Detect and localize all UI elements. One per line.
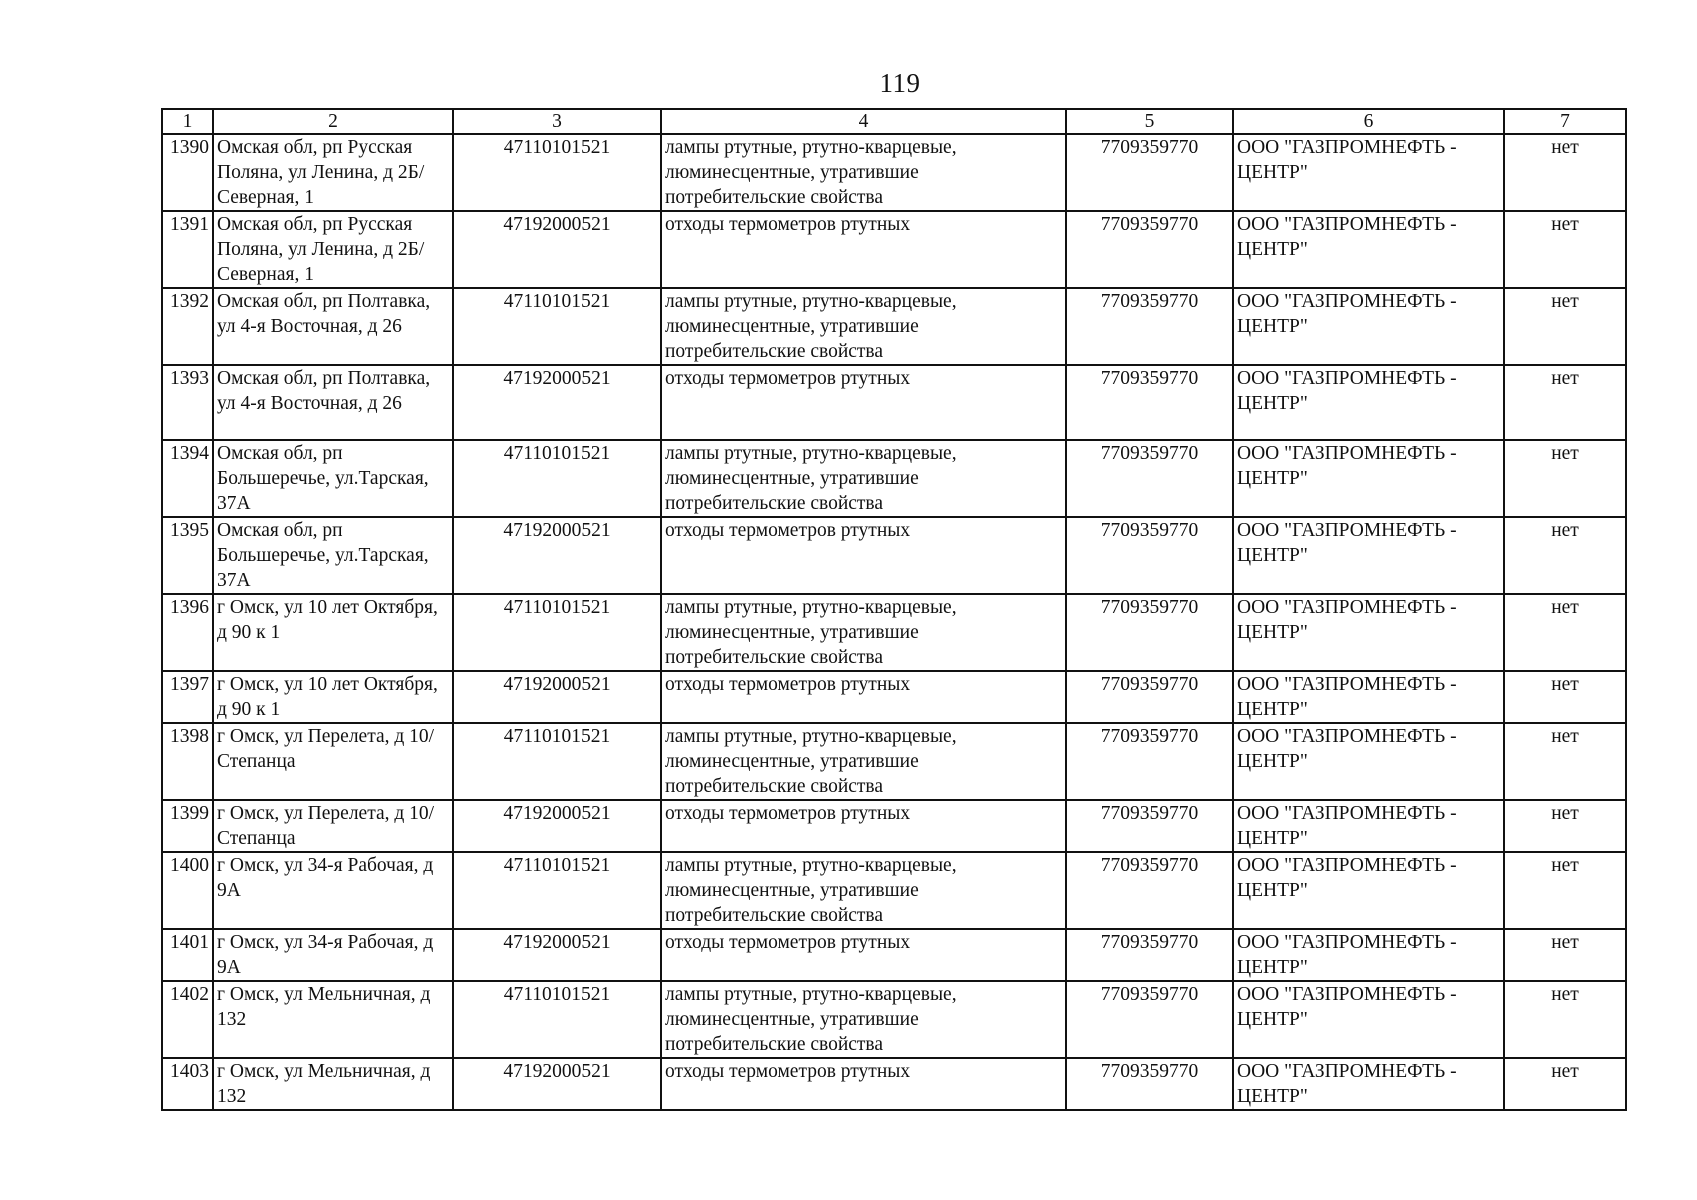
table-row	[162, 981, 1626, 1058]
waste-code-cell: 47110101521	[453, 981, 661, 1058]
row-number-cell: 1390	[162, 134, 213, 211]
flag-cell: нет	[1504, 440, 1626, 517]
row-number-cell: 1393	[162, 365, 213, 440]
address-cell: Омская обл, рп Русская Поляна, ул Ленина, д 2Б/Северная, 1	[213, 134, 453, 211]
flag-cell: нет	[1504, 1058, 1626, 1110]
address-cell: г Омск, ул 34-я Рабочая, д 9А	[213, 852, 453, 929]
organization-cell: ООО "ГАЗПРОМНЕФТЬ - ЦЕНТР"	[1233, 981, 1504, 1058]
waste-name-cell: отходы термометров ртутных	[661, 1058, 1066, 1110]
waste-code-cell: 47192000521	[453, 517, 661, 594]
row-number-cell: 1395	[162, 517, 213, 594]
column-number: 6	[1233, 109, 1504, 134]
waste-code-cell: 47110101521	[453, 134, 661, 211]
flag-cell: нет	[1504, 365, 1626, 440]
waste-code-cell: 47110101521	[453, 288, 661, 365]
inn-cell: 7709359770	[1066, 929, 1233, 981]
waste-name-cell: отходы термометров ртутных	[661, 365, 1066, 440]
column-number: 3	[453, 109, 661, 134]
flag-cell: нет	[1504, 800, 1626, 852]
inn-cell: 7709359770	[1066, 800, 1233, 852]
flag-cell: нет	[1504, 134, 1626, 211]
waste-name-cell: отходы термометров ртутных	[661, 517, 1066, 594]
row-number-cell: 1398	[162, 723, 213, 800]
row-number-cell: 1394	[162, 440, 213, 517]
organization-cell: ООО "ГАЗПРОМНЕФТЬ - ЦЕНТР"	[1233, 365, 1504, 440]
waste-code-cell: 47110101521	[453, 723, 661, 800]
flag-cell: нет	[1504, 594, 1626, 671]
page-number: 119	[879, 68, 921, 98]
inn-cell: 7709359770	[1066, 671, 1233, 723]
flag-cell: нет	[1504, 929, 1626, 981]
table-row	[162, 852, 1626, 929]
inn-cell: 7709359770	[1066, 594, 1233, 671]
row-number-cell: 1402	[162, 981, 213, 1058]
address-cell: г Омск, ул Мельничная, д 132	[213, 1058, 453, 1110]
organization-cell: ООО "ГАЗПРОМНЕФТЬ - ЦЕНТР"	[1233, 134, 1504, 211]
waste-name-cell: лампы ртутные, ртутно-кварцевые, люминесцентные, утратившие потребительские свойства	[661, 852, 1066, 929]
organization-cell: ООО "ГАЗПРОМНЕФТЬ - ЦЕНТР"	[1233, 211, 1504, 288]
row-number-cell: 1392	[162, 288, 213, 365]
column-number: 5	[1066, 109, 1233, 134]
address-cell: Омская обл, рп Полтавка, ул 4-я Восточная, д 26	[213, 365, 453, 440]
organization-cell: ООО "ГАЗПРОМНЕФТЬ - ЦЕНТР"	[1233, 723, 1504, 800]
inn-cell: 7709359770	[1066, 517, 1233, 594]
column-number: 1	[162, 109, 213, 134]
organization-cell: ООО "ГАЗПРОМНЕФТЬ - ЦЕНТР"	[1233, 1058, 1504, 1110]
row-number-cell: 1397	[162, 671, 213, 723]
table-row	[162, 594, 1626, 671]
table-row	[162, 800, 1626, 852]
address-cell: Омская обл, рп Большеречье, ул.Тарская, 37А	[213, 517, 453, 594]
inn-cell: 7709359770	[1066, 440, 1233, 517]
waste-name-cell: отходы термометров ртутных	[661, 211, 1066, 288]
table-row	[162, 440, 1626, 517]
waste-name-cell: лампы ртутные, ртутно-кварцевые, люминесцентные, утратившие потребительские свойства	[661, 723, 1066, 800]
waste-registry-table	[161, 108, 1627, 1111]
address-cell: г Омск, ул Мельничная, д 132	[213, 981, 453, 1058]
organization-cell: ООО "ГАЗПРОМНЕФТЬ - ЦЕНТР"	[1233, 800, 1504, 852]
address-cell: г Омск, ул 34-я Рабочая, д 9А	[213, 929, 453, 981]
row-number-cell: 1400	[162, 852, 213, 929]
waste-name-cell: лампы ртутные, ртутно-кварцевые, люминесцентные, утратившие потребительские свойства	[661, 981, 1066, 1058]
address-cell: Омская обл, рп Большеречье, ул.Тарская, 37А	[213, 440, 453, 517]
waste-name-cell: лампы ртутные, ртутно-кварцевые, люминесцентные, утратившие потребительские свойства	[661, 288, 1066, 365]
column-number: 4	[661, 109, 1066, 134]
organization-cell: ООО "ГАЗПРОМНЕФТЬ - ЦЕНТР"	[1233, 671, 1504, 723]
address-cell: Омская обл, рп Полтавка, ул 4-я Восточная, д 26	[213, 288, 453, 365]
row-number-cell: 1391	[162, 211, 213, 288]
organization-cell: ООО "ГАЗПРОМНЕФТЬ - ЦЕНТР"	[1233, 288, 1504, 365]
address-cell: г Омск, ул 10 лет Октября, д 90 к 1	[213, 594, 453, 671]
table-row	[162, 517, 1626, 594]
waste-name-cell: отходы термометров ртутных	[661, 800, 1066, 852]
waste-name-cell: лампы ртутные, ртутно-кварцевые, люминесцентные, утратившие потребительские свойства	[661, 594, 1066, 671]
table-row	[162, 288, 1626, 365]
waste-code-cell: 47110101521	[453, 852, 661, 929]
waste-name-cell: лампы ртутные, ртутно-кварцевые, люминесцентные, утратившие потребительские свойства	[661, 134, 1066, 211]
inn-cell: 7709359770	[1066, 852, 1233, 929]
waste-code-cell: 47192000521	[453, 211, 661, 288]
table-row	[162, 134, 1626, 211]
table-row	[162, 723, 1626, 800]
inn-cell: 7709359770	[1066, 723, 1233, 800]
waste-code-cell: 47192000521	[453, 671, 661, 723]
waste-name-cell: отходы термометров ртутных	[661, 929, 1066, 981]
address-cell: г Омск, ул 10 лет Октября, д 90 к 1	[213, 671, 453, 723]
row-number-cell: 1401	[162, 929, 213, 981]
address-cell: г Омск, ул Перелета, д 10/Степанца	[213, 800, 453, 852]
column-number: 2	[213, 109, 453, 134]
organization-cell: ООО "ГАЗПРОМНЕФТЬ - ЦЕНТР"	[1233, 517, 1504, 594]
row-number-cell: 1399	[162, 800, 213, 852]
table-row	[162, 365, 1626, 440]
waste-name-cell: лампы ртутные, ртутно-кварцевые, люминесцентные, утратившие потребительские свойства	[661, 440, 1066, 517]
table-row	[162, 671, 1626, 723]
waste-name-cell: отходы термометров ртутных	[661, 671, 1066, 723]
waste-code-cell: 47192000521	[453, 365, 661, 440]
flag-cell: нет	[1504, 288, 1626, 365]
inn-cell: 7709359770	[1066, 981, 1233, 1058]
column-number: 7	[1504, 109, 1626, 134]
row-number-cell: 1396	[162, 594, 213, 671]
waste-code-cell: 47192000521	[453, 800, 661, 852]
table-row	[162, 211, 1626, 288]
organization-cell: ООО "ГАЗПРОМНЕФТЬ - ЦЕНТР"	[1233, 594, 1504, 671]
organization-cell: ООО "ГАЗПРОМНЕФТЬ - ЦЕНТР"	[1233, 440, 1504, 517]
column-number-row	[162, 109, 1626, 134]
waste-code-cell: 47192000521	[453, 1058, 661, 1110]
flag-cell: нет	[1504, 981, 1626, 1058]
flag-cell: нет	[1504, 671, 1626, 723]
flag-cell: нет	[1504, 517, 1626, 594]
table-row	[162, 929, 1626, 981]
flag-cell: нет	[1504, 852, 1626, 929]
address-cell: г Омск, ул Перелета, д 10/Степанца	[213, 723, 453, 800]
waste-code-cell: 47110101521	[453, 440, 661, 517]
inn-cell: 7709359770	[1066, 365, 1233, 440]
address-cell: Омская обл, рп Русская Поляна, ул Ленина, д 2Б/Северная, 1	[213, 211, 453, 288]
inn-cell: 7709359770	[1066, 211, 1233, 288]
table-row	[162, 1058, 1626, 1110]
waste-code-cell: 47110101521	[453, 594, 661, 671]
row-number-cell: 1403	[162, 1058, 213, 1110]
organization-cell: ООО "ГАЗПРОМНЕФТЬ - ЦЕНТР"	[1233, 929, 1504, 981]
inn-cell: 7709359770	[1066, 134, 1233, 211]
inn-cell: 7709359770	[1066, 288, 1233, 365]
flag-cell: нет	[1504, 723, 1626, 800]
flag-cell: нет	[1504, 211, 1626, 288]
waste-code-cell: 47192000521	[453, 929, 661, 981]
inn-cell: 7709359770	[1066, 1058, 1233, 1110]
organization-cell: ООО "ГАЗПРОМНЕФТЬ - ЦЕНТР"	[1233, 852, 1504, 929]
